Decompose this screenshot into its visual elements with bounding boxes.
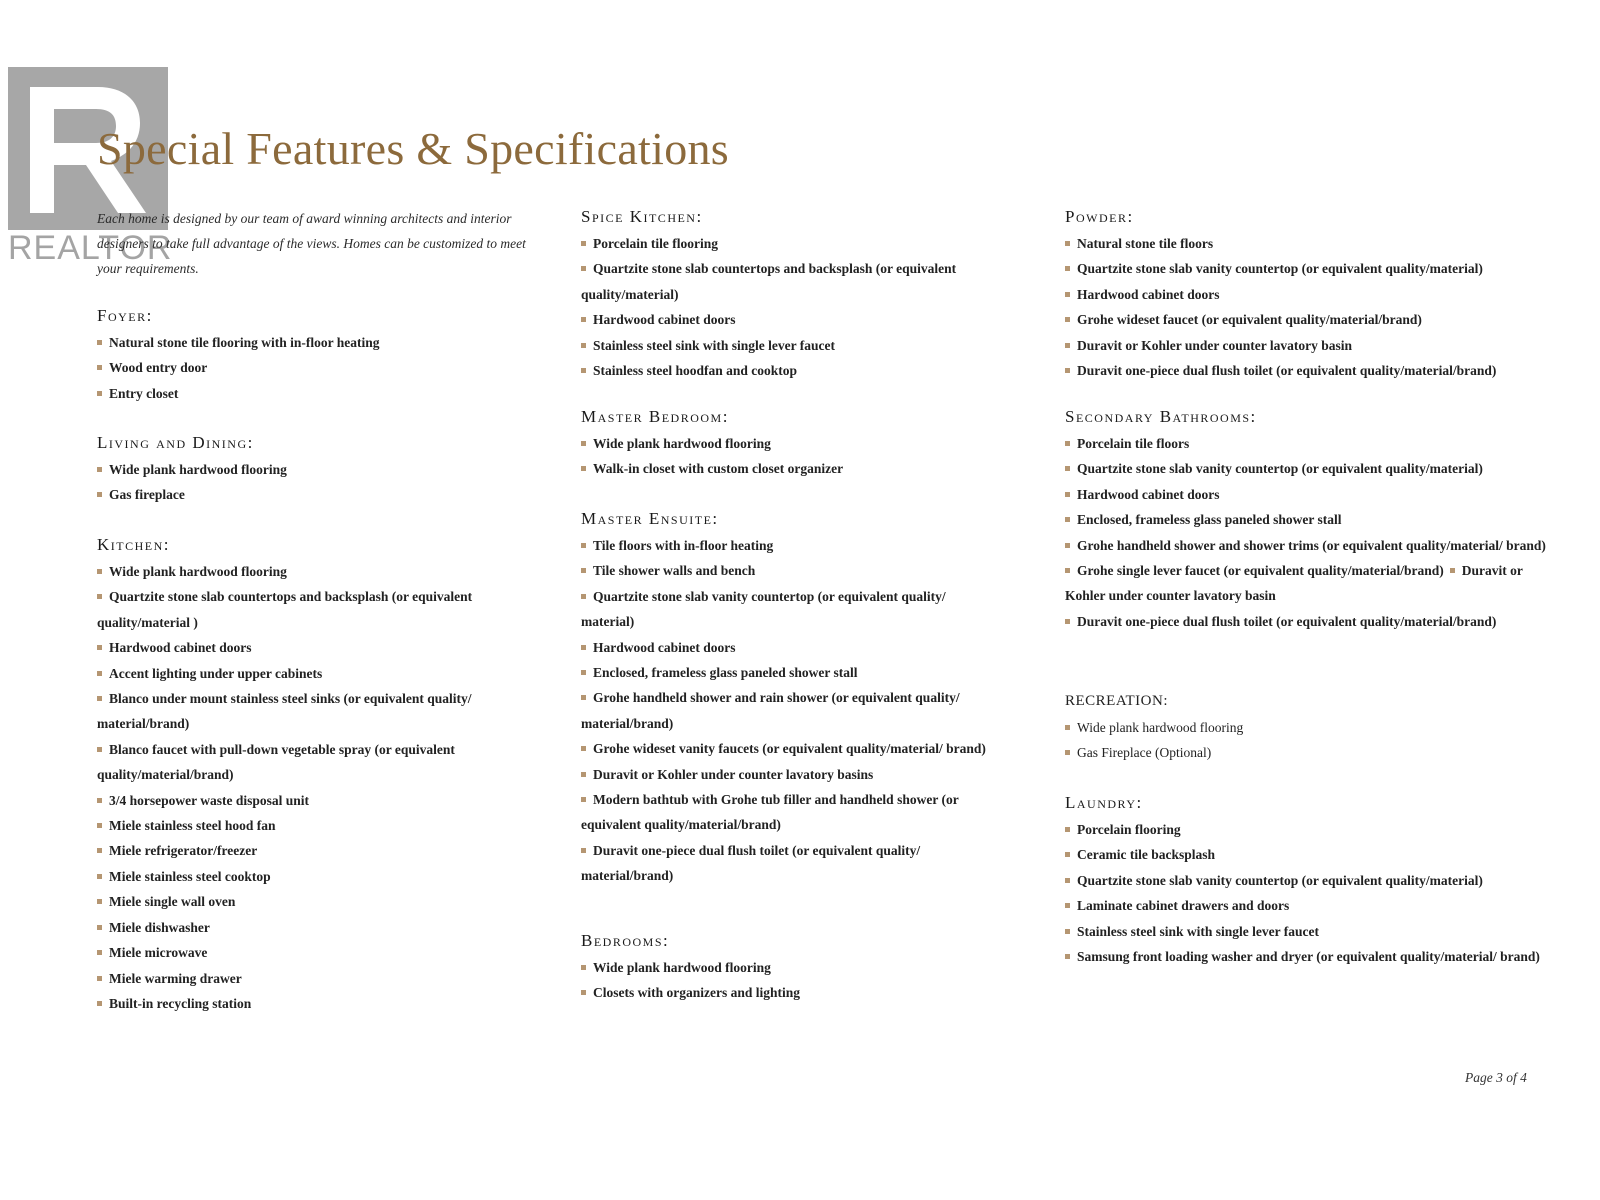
section-master-ensuite: [581, 508, 1001, 889]
bullet-icon: [581, 317, 586, 322]
list-item: Quartzite stone slab countertops and backsplash (or equivalent quality/material): [581, 261, 957, 302]
section-bedrooms: [581, 930, 1001, 1006]
section-title: Powder:: [1065, 207, 1134, 226]
bullet-icon: [1065, 929, 1070, 934]
bullet-icon: [97, 340, 102, 345]
section-title: Foyer:: [97, 306, 153, 325]
list-item: Built-in recycling station: [97, 991, 529, 1016]
bullet-icon: [97, 671, 102, 676]
bullet-icon: [581, 266, 586, 271]
bullet-icon: [97, 365, 102, 370]
section-title: Bedrooms:: [581, 931, 670, 950]
bullet-icon: [581, 645, 586, 650]
list-item: Wide plank hardwood flooring: [97, 457, 537, 482]
page-title: Special Features & Specifications: [97, 123, 730, 174]
section-title: Kitchen:: [97, 535, 170, 554]
list-item: Wide plank hardwood flooring: [97, 559, 529, 584]
bullet-icon: [97, 976, 102, 981]
bullet-icon: [1065, 441, 1070, 446]
list-item: Hardwood cabinet doors: [1065, 482, 1555, 507]
section-foyer: [97, 305, 537, 406]
list-item: Duravit one-piece dual flush toilet (or equivalent quality/material/brand): [1065, 358, 1555, 383]
feature-list: [1065, 715, 1555, 766]
bullet-icon: [1065, 241, 1070, 246]
bullet-icon: [1450, 568, 1455, 573]
feature-list: [97, 559, 529, 1016]
list-item: Quartzite stone slab vanity countertop (or equivalent quality/material): [1065, 256, 1555, 281]
list-item: Duravit or Kohler under counter lavatory basin: [1065, 333, 1555, 358]
list-item: Grohe handheld shower and shower trims (or equivalent quality/material/ brand): [1065, 533, 1555, 558]
section-spice-kitchen: [581, 206, 1001, 383]
list-item: Hardwood cabinet doors: [581, 307, 1001, 332]
list-item: Quartzite stone slab vanity countertop (or equivalent quality/material): [1065, 456, 1555, 481]
bullet-icon: [581, 848, 586, 853]
bullet-icon: [581, 368, 586, 373]
list-item: Wide plank hardwood flooring: [581, 955, 1001, 980]
section-title: RECREATION:: [1065, 693, 1168, 709]
bullet-icon: [97, 696, 102, 701]
list-item: Duravit one-piece dual flush toilet (or equivalent quality/material/brand): [1065, 609, 1555, 634]
bullet-icon: [97, 874, 102, 879]
list-item: Grohe wideset faucet (or equivalent quality/material/brand): [1065, 307, 1555, 332]
list-item: Enclosed, frameless glass paneled shower stall: [581, 660, 1001, 685]
bullet-icon: [1065, 543, 1070, 548]
feature-list: [581, 955, 1001, 1006]
section-secondary-bathrooms: [1065, 406, 1555, 634]
list-item: Tile shower walls and bench: [581, 558, 1001, 583]
bullet-icon: [581, 990, 586, 995]
feature-list: [1065, 231, 1555, 383]
feature-list: [1065, 431, 1555, 634]
bullet-icon: [1065, 517, 1070, 522]
bullet-icon: [97, 848, 102, 853]
bullet-icon: [581, 543, 586, 548]
bullet-icon: [1065, 492, 1070, 497]
list-item: Porcelain tile flooring: [581, 231, 1001, 256]
list-item: Closets with organizers and lighting: [581, 980, 1001, 1005]
section-recreation: [1065, 690, 1555, 766]
bullet-icon: [581, 746, 586, 751]
list-item: 3/4 horsepower waste disposal unit: [97, 788, 529, 813]
bullet-icon: [581, 441, 586, 446]
list-item: Miele microwave: [97, 940, 529, 965]
list-item: Samsung front loading washer and dryer (or equivalent quality/material/ brand): [1065, 944, 1555, 969]
list-item: Duravit or Kohler under counter lavatory basins: [581, 762, 1001, 787]
section-title: Spice Kitchen:: [581, 207, 703, 226]
feature-list: [1065, 817, 1555, 969]
bullet-icon: [97, 798, 102, 803]
list-item: Natural stone tile floors: [1065, 231, 1555, 256]
bullet-icon: [581, 466, 586, 471]
section-master-bedroom: [581, 406, 1001, 482]
bullet-icon: [581, 241, 586, 246]
list-item: Miele dishwasher: [97, 915, 529, 940]
feature-list: [97, 330, 537, 406]
list-item: Miele refrigerator/freezer: [97, 838, 529, 863]
bullet-icon: [581, 772, 586, 777]
bullet-icon: [1065, 343, 1070, 348]
list-item: Miele stainless steel cooktop: [97, 864, 529, 889]
list-item: Hardwood cabinet doors: [581, 635, 1001, 660]
list-item: Wide plank hardwood flooring: [581, 431, 1001, 456]
section-title: Master Ensuite:: [581, 509, 719, 528]
list-item: Tile floors with in-floor heating: [581, 533, 1001, 558]
bullet-icon: [1065, 619, 1070, 624]
list-item: Wide plank hardwood flooring: [1065, 715, 1555, 740]
bullet-icon: [1065, 954, 1070, 959]
list-item: Gas Fireplace (Optional): [1065, 740, 1555, 765]
bullet-icon: [581, 797, 586, 802]
bullet-icon: [97, 899, 102, 904]
bullet-icon: [581, 670, 586, 675]
bullet-icon: [1065, 266, 1070, 271]
list-item: Grohe wideset vanity faucets (or equivalent quality/material/ brand): [581, 736, 1001, 761]
bullet-icon: [97, 925, 102, 930]
list-item: Grohe single lever faucet (or equivalent quality/material/brand) Duravit or Kohler under counter lavatory basin: [1065, 563, 1523, 604]
list-item: Laminate cabinet drawers and doors: [1065, 893, 1555, 918]
list-item: Quartzite stone slab vanity countertop (or equivalent quality/material): [1065, 868, 1555, 893]
list-item: Natural stone tile flooring with in-floor heating: [97, 330, 537, 355]
section-title: Laundry:: [1065, 793, 1143, 812]
list-item: Enclosed, frameless glass paneled shower stall: [1065, 507, 1555, 532]
bullet-icon: [97, 391, 102, 396]
bullet-icon: [97, 492, 102, 497]
bullet-icon: [97, 645, 102, 650]
bullet-icon: [1065, 466, 1070, 471]
bullet-icon: [1065, 568, 1070, 573]
list-item: Porcelain flooring: [1065, 817, 1555, 842]
bullet-icon: [1065, 725, 1070, 730]
section-powder: [1065, 206, 1555, 383]
bullet-icon: [1065, 368, 1070, 373]
bullet-icon: [1065, 903, 1070, 908]
feature-list: [97, 457, 537, 508]
section-laundry: [1065, 792, 1555, 969]
list-item: Hardwood cabinet doors: [1065, 282, 1555, 307]
feature-list: [581, 533, 1001, 889]
bullet-icon: [97, 467, 102, 472]
section-title: Secondary Bathrooms:: [1065, 407, 1257, 426]
bullet-icon: [581, 594, 586, 599]
bullet-icon: [1065, 750, 1070, 755]
section-title: Master Bedroom:: [581, 407, 729, 426]
section-title: Living and Dining:: [97, 433, 254, 452]
feature-list: [581, 431, 1001, 482]
section-living-dining: [97, 432, 537, 508]
list-item: Walk-in closet with custom closet organizer: [581, 456, 1001, 481]
section-kitchen: [97, 534, 529, 1016]
bullet-icon: [581, 568, 586, 573]
realtor-wordmark: REALTOR: [8, 229, 173, 267]
list-item: Entry closet: [97, 381, 537, 406]
bullet-icon: [1065, 827, 1070, 832]
list-item: Accent lighting under upper cabinets: [97, 661, 529, 686]
page-number: Page 3 of 4: [1465, 1070, 1527, 1085]
list-item: Grohe handheld shower and rain shower (or equivalent quality/ material/brand): [581, 690, 960, 731]
bullet-icon: [581, 965, 586, 970]
bullet-icon: [581, 343, 586, 348]
list-item: Duravit one-piece dual flush toilet (or equivalent quality/ material/brand): [581, 842, 921, 884]
list-item: Miele stainless steel hood fan: [97, 813, 529, 838]
bullet-icon: [97, 1001, 102, 1006]
bullet-icon: [97, 950, 102, 955]
bullet-icon: [1065, 878, 1070, 883]
list-item: Quartzite stone slab vanity countertop (or equivalent quality/ material): [581, 588, 946, 630]
list-item: Miele single wall oven: [97, 889, 529, 914]
list-item: Stainless steel hoodfan and cooktop: [581, 358, 1001, 383]
bullet-icon: [581, 695, 586, 700]
bullet-icon: [1065, 317, 1070, 322]
bullet-icon: [97, 594, 102, 599]
list-item: Stainless steel sink with single lever faucet: [581, 333, 1001, 358]
list-item: Miele warming drawer: [97, 966, 529, 991]
list-item: Hardwood cabinet doors: [97, 635, 529, 660]
list-item: Blanco under mount stainless steel sinks (or equivalent quality/ material/brand): [97, 691, 472, 732]
list-item: Modern bathtub with Grohe tub filler and handheld shower (or equivalent quality/material/brand): [581, 792, 959, 833]
list-item: Ceramic tile backsplash: [1065, 842, 1555, 867]
feature-list: [581, 231, 1001, 383]
list-item: Quartzite stone slab countertops and backsplash (or equivalent quality/material ): [97, 589, 473, 630]
intro-text: Each home is designed by our team of award winning architects and interior designers to take full advantage of the views. Homes can be customized to meet your requirements.: [97, 211, 526, 276]
list-item: Wood entry door: [97, 355, 537, 380]
list-item: Blanco faucet with pull-down vegetable spray (or equivalent quality/material/brand): [97, 741, 455, 783]
bullet-icon: [97, 823, 102, 828]
list-item: Stainless steel sink with single lever faucet: [1065, 919, 1555, 944]
bullet-icon: [1065, 852, 1070, 857]
bullet-icon: [97, 747, 102, 752]
bullet-icon: [1065, 292, 1070, 297]
list-item: Gas fireplace: [97, 482, 537, 507]
bullet-icon: [97, 569, 102, 574]
list-item: Porcelain tile floors: [1065, 431, 1555, 456]
